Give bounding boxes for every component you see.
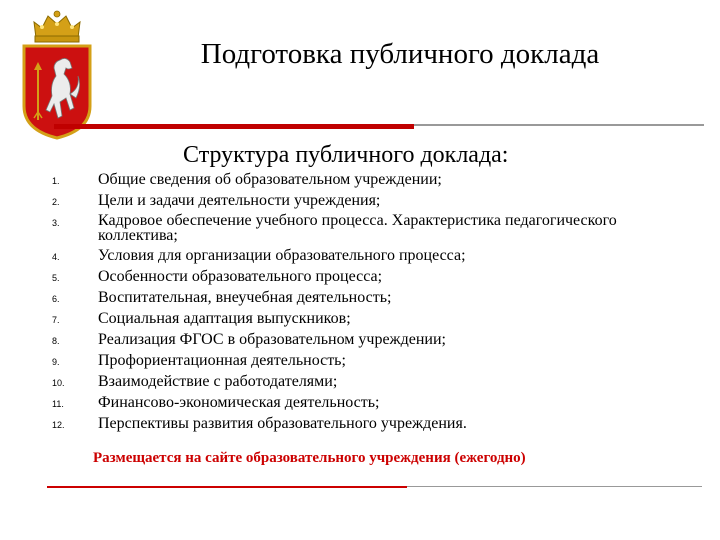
footer-divider-red: [47, 486, 407, 488]
publication-note: Размещается на сайте образовательного учреждения (ежегодно): [93, 450, 526, 466]
item-text: Перспективы развития образовательного учреждения.: [98, 415, 467, 432]
list-item: [50, 352, 690, 369]
item-number: 4.: [52, 252, 60, 262]
item-number: 3.: [52, 218, 60, 228]
item-text: Кадровое обеспечение учебного процесса. Характеристика педагогического коллектива;: [98, 212, 617, 244]
item-text: Воспитательная, внеучебная деятельность;: [98, 289, 392, 306]
item-number: 10.: [52, 378, 65, 388]
item-number: 5.: [52, 273, 60, 283]
list-item: [50, 289, 690, 306]
footer-divider-gray: [407, 486, 702, 487]
item-number: 11.: [52, 399, 64, 409]
slide-title: Подготовка публичного доклада: [200, 38, 600, 70]
list-item: [50, 331, 690, 348]
item-number: 12.: [52, 420, 65, 430]
list-item: [50, 394, 690, 411]
title-divider-red: [54, 124, 414, 129]
item-text: Особенности образовательного процесса;: [98, 268, 383, 285]
item-number: 9.: [52, 357, 60, 367]
crown-icon: [34, 11, 80, 42]
item-text: Социальная адаптация выпускников;: [98, 310, 351, 327]
list-item: [50, 247, 690, 264]
item-number: 7.: [52, 315, 60, 325]
item-text: Взаимодействие с работодателями;: [98, 373, 338, 390]
item-number: 6.: [52, 294, 60, 304]
item-text: Общие сведения об образовательном учреждении;: [98, 171, 442, 188]
report-structure-list: [50, 171, 690, 436]
list-item: [50, 213, 690, 243]
item-number: 2.: [52, 197, 60, 207]
list-item: [50, 268, 690, 285]
coat-of-arms-icon: [20, 8, 94, 140]
item-text: Реализация ФГОС в образовательном учреждении;: [98, 331, 446, 348]
item-text: Условия для организации образовательного процесса;: [98, 247, 466, 264]
item-text: Цели и задачи деятельности учреждения;: [98, 192, 381, 209]
item-text: Финансово-экономическая деятельность;: [98, 394, 380, 411]
list-item: [50, 310, 690, 327]
list-item: [50, 171, 690, 188]
list-item: [50, 415, 690, 432]
slide-subtitle: Структура публичного доклада:: [183, 142, 509, 168]
list-item: [50, 192, 690, 209]
title-divider-gray: [414, 124, 704, 126]
item-number: 8.: [52, 336, 60, 346]
item-text: Профориентационная деятельность;: [98, 352, 346, 369]
list-item: [50, 373, 690, 390]
item-number: 1.: [52, 176, 60, 186]
